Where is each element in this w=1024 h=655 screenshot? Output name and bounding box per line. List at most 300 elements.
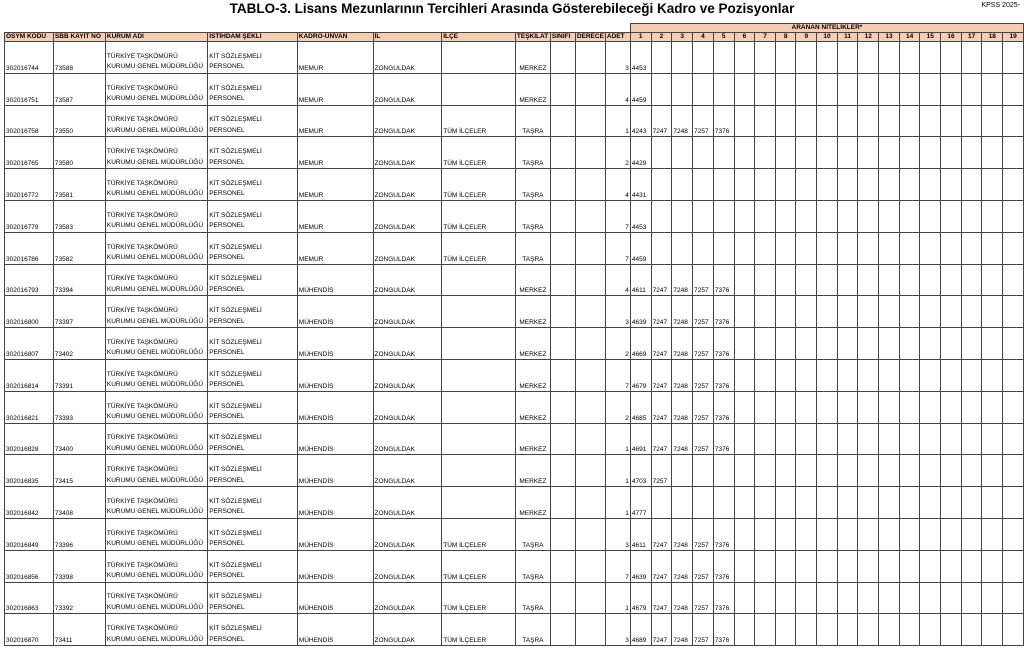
qualification-column-header: 13 (879, 33, 900, 42)
qualification-cell (961, 328, 982, 360)
sbb-no-cell: 73391 (53, 359, 105, 391)
sbb-no-cell: 73588 (53, 42, 105, 74)
qualification-column-header: 2 (651, 33, 672, 42)
qualification-cell (817, 200, 838, 232)
qualification-cell (817, 455, 838, 487)
qualification-column-header: 19 (1003, 33, 1024, 42)
sbb-no-cell: 73415 (53, 455, 105, 487)
organization-cell: MERKEZ (515, 264, 550, 296)
qualification-cell (982, 296, 1003, 328)
qualification-cell (775, 169, 796, 201)
qualification-cell: 7248 (672, 328, 693, 360)
qualification-cell: 4679 (630, 359, 651, 391)
quantity-cell: 4 (605, 73, 630, 105)
qualification-cell (755, 296, 776, 328)
qualification-cell: 4611 (630, 264, 651, 296)
qualification-cell (920, 42, 941, 74)
province-cell: ZONGULDAK (373, 518, 442, 550)
table-row (5, 296, 1024, 328)
quantity-cell: 1 (605, 582, 630, 614)
qualification-cell (920, 137, 941, 169)
qualification-cell (837, 328, 858, 360)
district-cell: TÜM İLÇELER (442, 582, 516, 614)
qualification-cell: 7247 (651, 582, 672, 614)
qualification-column-header: 18 (982, 33, 1003, 42)
qualification-cell (899, 200, 920, 232)
table-row (5, 200, 1024, 232)
institution-cell: TÜRKİYE TAŞKÖMÜRÜ KURUMU GENEL MÜDÜRLÜĞÜ (105, 391, 207, 423)
qualification-cell (796, 169, 817, 201)
organization-cell: MERKEZ (515, 73, 550, 105)
qualification-column-header: 16 (941, 33, 962, 42)
qualification-cell (858, 73, 879, 105)
qualification-cell (920, 296, 941, 328)
column-header: ÖSYM KODU (5, 33, 54, 42)
class-cell (550, 582, 575, 614)
qualification-cell: 7257 (693, 614, 714, 646)
province-cell: ZONGULDAK (373, 73, 442, 105)
qualification-column-header: 9 (796, 33, 817, 42)
qualification-cell: 7257 (693, 582, 714, 614)
sbb-no-cell: 73581 (53, 169, 105, 201)
osym-code-cell: 302016870 (5, 614, 54, 646)
qualification-cell (734, 423, 755, 455)
qualification-cell (837, 391, 858, 423)
qualification-cell (941, 73, 962, 105)
district-cell: TÜM İLÇELER (442, 200, 516, 232)
qualification-cell (941, 232, 962, 264)
qualification-cell (858, 42, 879, 74)
province-cell: ZONGULDAK (373, 200, 442, 232)
qualification-cell (982, 582, 1003, 614)
grade-cell (575, 169, 605, 201)
class-cell (550, 232, 575, 264)
qualification-cell (858, 296, 879, 328)
sbb-no-cell: 73396 (53, 518, 105, 550)
province-cell: ZONGULDAK (373, 582, 442, 614)
sbb-no-cell: 73408 (53, 487, 105, 519)
qualification-cell (961, 391, 982, 423)
province-cell: ZONGULDAK (373, 359, 442, 391)
qualification-cell (734, 550, 755, 582)
qualification-column-header: 8 (775, 33, 796, 42)
employment-type-cell: KİT SÖZLEŞMELİ PERSONEL (208, 550, 298, 582)
qualification-cell (651, 73, 672, 105)
qualification-cell (651, 487, 672, 519)
province-cell: ZONGULDAK (373, 232, 442, 264)
quantity-cell: 1 (605, 455, 630, 487)
qualification-cell: 7376 (713, 264, 734, 296)
qualification-cell (858, 487, 879, 519)
qualification-cell (817, 550, 838, 582)
institution-cell: TÜRKİYE TAŞKÖMÜRÜ KURUMU GENEL MÜDÜRLÜĞÜ (105, 614, 207, 646)
qualification-cell: 7257 (693, 391, 714, 423)
qualification-cell: 4431 (630, 169, 651, 201)
district-cell (442, 264, 516, 296)
table-row (5, 614, 1024, 646)
quantity-cell: 7 (605, 232, 630, 264)
qualification-cell (858, 391, 879, 423)
osym-code-cell: 302016793 (5, 264, 54, 296)
table-row (5, 359, 1024, 391)
qualification-cell (920, 264, 941, 296)
qualification-cell (796, 455, 817, 487)
qualification-cell: 7248 (672, 359, 693, 391)
organization-cell: TAŞRA (515, 550, 550, 582)
qualification-cell (817, 232, 838, 264)
qualification-cell (858, 550, 879, 582)
qualification-cell (899, 455, 920, 487)
position-title-cell: MÜHENDİS (297, 328, 373, 360)
qualification-cell (775, 359, 796, 391)
qualification-cell (817, 487, 838, 519)
employment-type-cell: KİT SÖZLEŞMELİ PERSONEL (208, 296, 298, 328)
class-cell (550, 550, 575, 582)
district-cell (442, 359, 516, 391)
qualification-cell: 4639 (630, 296, 651, 328)
qualification-cell (920, 73, 941, 105)
qualification-cell: 7247 (651, 423, 672, 455)
qualification-cell (920, 455, 941, 487)
class-cell (550, 423, 575, 455)
qualification-cell (817, 423, 838, 455)
qualification-column-header: 17 (961, 33, 982, 42)
qualification-cell (775, 550, 796, 582)
qualification-cell (982, 359, 1003, 391)
sbb-no-cell: 73394 (53, 264, 105, 296)
qualification-cell (858, 328, 879, 360)
qualification-cell (899, 518, 920, 550)
qualification-cell (713, 73, 734, 105)
qualification-cell (920, 614, 941, 646)
institution-cell: TÜRKİYE TAŞKÖMÜRÜ KURUMU GENEL MÜDÜRLÜĞÜ (105, 137, 207, 169)
qualification-cell (775, 328, 796, 360)
grade-cell (575, 137, 605, 169)
class-cell (550, 42, 575, 74)
qualification-cell (713, 487, 734, 519)
qualification-cell (672, 137, 693, 169)
qualification-cell (1003, 550, 1024, 582)
table-row (5, 137, 1024, 169)
qualification-cell (1003, 614, 1024, 646)
qualification-cell (879, 423, 900, 455)
position-title-cell: MEMUR (297, 169, 373, 201)
quantity-cell: 1 (605, 487, 630, 519)
employment-type-cell: KİT SÖZLEŞMELİ PERSONEL (208, 137, 298, 169)
column-header: SINIFI (550, 33, 575, 42)
osym-code-cell: 302016821 (5, 391, 54, 423)
qualification-cell (775, 137, 796, 169)
qualification-cell: 4639 (630, 550, 651, 582)
qualification-cell (775, 42, 796, 74)
qualification-cell (755, 42, 776, 74)
grade-cell (575, 232, 605, 264)
qualification-cell (651, 232, 672, 264)
qualification-cell (755, 232, 776, 264)
qualification-cell (1003, 359, 1024, 391)
qualification-cell (837, 105, 858, 137)
qualification-cell (899, 614, 920, 646)
position-title-cell: MÜHENDİS (297, 296, 373, 328)
qualification-cell (817, 518, 838, 550)
qualification-cell (755, 328, 776, 360)
position-title-cell: MÜHENDİS (297, 614, 373, 646)
employment-type-cell: KİT SÖZLEŞMELİ PERSONEL (208, 73, 298, 105)
qualification-cell (817, 264, 838, 296)
qualification-cell (879, 614, 900, 646)
grade-cell (575, 518, 605, 550)
qualification-cell: 7376 (713, 391, 734, 423)
qualification-cell (713, 455, 734, 487)
qualification-cell (858, 518, 879, 550)
grade-cell (575, 42, 605, 74)
grade-cell (575, 264, 605, 296)
qualification-cell (837, 518, 858, 550)
qualification-cell (1003, 455, 1024, 487)
qualification-cell (982, 391, 1003, 423)
organization-cell: MERKEZ (515, 359, 550, 391)
qualification-cell (734, 264, 755, 296)
quantity-cell: 4 (605, 264, 630, 296)
qualification-cell (796, 105, 817, 137)
table-row (5, 105, 1024, 137)
qualification-cell (941, 137, 962, 169)
qualification-cell (899, 169, 920, 201)
qualification-cell (713, 137, 734, 169)
qualification-cell: 7376 (713, 105, 734, 137)
qualification-cell (817, 137, 838, 169)
qualification-cell (837, 487, 858, 519)
qualification-cell (982, 328, 1003, 360)
qualification-cell: 7247 (651, 296, 672, 328)
district-cell (442, 423, 516, 455)
table-row (5, 328, 1024, 360)
osym-code-cell: 302016814 (5, 359, 54, 391)
position-title-cell: MÜHENDİS (297, 264, 373, 296)
organization-cell: TAŞRA (515, 582, 550, 614)
position-title-cell: MEMUR (297, 200, 373, 232)
qualification-cell (651, 137, 672, 169)
qualification-cell (837, 264, 858, 296)
grade-cell (575, 614, 605, 646)
position-title-cell: MÜHENDİS (297, 359, 373, 391)
qualification-cell (941, 105, 962, 137)
institution-cell: TÜRKİYE TAŞKÖMÜRÜ KURUMU GENEL MÜDÜRLÜĞÜ (105, 296, 207, 328)
qualification-column-header: 11 (837, 33, 858, 42)
osym-code-cell: 302016863 (5, 582, 54, 614)
qualification-cell (961, 73, 982, 105)
qualification-cell (858, 423, 879, 455)
qualification-cell: 4703 (630, 455, 651, 487)
qualification-cell: 7376 (713, 423, 734, 455)
qualification-cell (775, 200, 796, 232)
qualification-cell (755, 264, 776, 296)
qualification-cell: 7257 (693, 296, 714, 328)
qualification-cell (817, 296, 838, 328)
employment-type-cell: KİT SÖZLEŞMELİ PERSONEL (208, 264, 298, 296)
qualification-cell (796, 423, 817, 455)
qualification-cell: 7376 (713, 296, 734, 328)
qualification-cell (775, 232, 796, 264)
qualification-cell (693, 487, 714, 519)
qualification-cell (672, 455, 693, 487)
qualification-cell (941, 455, 962, 487)
qualification-cell (879, 73, 900, 105)
qualification-cell (755, 169, 776, 201)
qualification-cell (899, 328, 920, 360)
qualification-cell (796, 550, 817, 582)
quantity-cell: 1 (605, 423, 630, 455)
qualification-cell (837, 550, 858, 582)
qualification-cell (961, 487, 982, 519)
qualification-cell (899, 487, 920, 519)
qualification-cell (899, 105, 920, 137)
qualification-cell (961, 296, 982, 328)
class-cell (550, 200, 575, 232)
district-cell: TÜM İLÇELER (442, 105, 516, 137)
class-cell (550, 518, 575, 550)
qualification-cell (982, 614, 1003, 646)
district-cell: TÜM İLÇELER (442, 232, 516, 264)
qualification-cell: 7248 (672, 105, 693, 137)
employment-type-cell: KİT SÖZLEŞMELİ PERSONEL (208, 169, 298, 201)
qualification-cell (858, 200, 879, 232)
qualification-cell (796, 487, 817, 519)
qualification-cell (879, 296, 900, 328)
page-title: TABLO-3. Lisans Mezunlarının Tercihleri Arasında Gösterebileceği Kadro ve Pozisyonlar (229, 1, 795, 16)
qualification-cell: 7376 (713, 614, 734, 646)
qualification-cell: 7257 (693, 328, 714, 360)
osym-code-cell: 302016800 (5, 296, 54, 328)
qualification-cell: 7248 (672, 264, 693, 296)
sbb-no-cell: 73392 (53, 582, 105, 614)
sbb-no-cell: 73398 (53, 550, 105, 582)
qualification-cell (941, 582, 962, 614)
quantity-cell: 3 (605, 518, 630, 550)
qualification-cell (817, 328, 838, 360)
qualification-cell: 7247 (651, 359, 672, 391)
qualification-cell (858, 582, 879, 614)
qualification-cell: 7257 (693, 359, 714, 391)
qualification-cell: 7248 (672, 614, 693, 646)
table-row (5, 455, 1024, 487)
position-title-cell: MÜHENDİS (297, 391, 373, 423)
qualification-cell (713, 232, 734, 264)
qualification-cell (755, 455, 776, 487)
qualification-cell (920, 550, 941, 582)
organization-cell: TAŞRA (515, 105, 550, 137)
qualification-cell (837, 614, 858, 646)
qualification-cell (941, 359, 962, 391)
qualification-cell (858, 614, 879, 646)
district-cell (442, 42, 516, 74)
qualification-cell (775, 423, 796, 455)
qualification-cell: 7376 (713, 359, 734, 391)
column-header: DERECE (576, 33, 604, 40)
district-cell (442, 391, 516, 423)
table-row (5, 487, 1024, 519)
qualification-cell (796, 42, 817, 74)
qualification-cell (1003, 391, 1024, 423)
qualification-cell (920, 105, 941, 137)
qualification-cell (837, 42, 858, 74)
qualification-cell (837, 455, 858, 487)
qualification-cell (879, 550, 900, 582)
quantity-cell: 3 (605, 296, 630, 328)
qualification-cell (982, 423, 1003, 455)
qualification-cell (755, 423, 776, 455)
class-cell (550, 455, 575, 487)
qualification-cell (796, 391, 817, 423)
osym-code-cell: 302016835 (5, 455, 54, 487)
class-cell (550, 105, 575, 137)
qualification-cell (941, 328, 962, 360)
qualification-cell (734, 614, 755, 646)
organization-cell: TAŞRA (515, 169, 550, 201)
qualification-cell (796, 264, 817, 296)
organization-cell: MERKEZ (515, 455, 550, 487)
quantity-cell: 3 (605, 42, 630, 74)
corner-label: KPSS 2025- (981, 2, 1020, 9)
province-cell: ZONGULDAK (373, 614, 442, 646)
qualification-cell (693, 42, 714, 74)
qualification-cell (734, 328, 755, 360)
qualification-cell (899, 391, 920, 423)
osym-code-cell: 302016828 (5, 423, 54, 455)
column-header: İSTİHDAM ŞEKLİ (208, 33, 298, 42)
qualification-cell (920, 232, 941, 264)
quantity-cell: 4 (605, 169, 630, 201)
column-header: ADET (605, 33, 630, 42)
qualification-cell (734, 42, 755, 74)
sbb-no-cell: 73580 (53, 137, 105, 169)
qualification-cell (775, 487, 796, 519)
qualification-cell (817, 73, 838, 105)
institution-cell: TÜRKİYE TAŞKÖMÜRÜ KURUMU GENEL MÜDÜRLÜĞÜ (105, 455, 207, 487)
qualification-cell (817, 614, 838, 646)
qualification-cell (651, 42, 672, 74)
position-title-cell: MEMUR (297, 42, 373, 74)
qualification-cell (693, 200, 714, 232)
organization-cell: MERKEZ (515, 328, 550, 360)
qualification-cell (879, 264, 900, 296)
qualification-cell (755, 582, 776, 614)
qualification-cell (837, 423, 858, 455)
qualification-cell (755, 614, 776, 646)
qualification-cell (734, 518, 755, 550)
osym-code-cell: 302016842 (5, 487, 54, 519)
qualification-cell (693, 169, 714, 201)
qualification-cell (961, 359, 982, 391)
qualification-cell (879, 42, 900, 74)
qualification-cell (672, 169, 693, 201)
qualification-cell (1003, 137, 1024, 169)
qualification-cell: 7248 (672, 582, 693, 614)
qualification-cell: 7247 (651, 550, 672, 582)
osym-code-cell: 302016779 (5, 200, 54, 232)
institution-cell: TÜRKİYE TAŞKÖMÜRÜ KURUMU GENEL MÜDÜRLÜĞÜ (105, 232, 207, 264)
qualification-cell (693, 137, 714, 169)
qualification-cell (982, 232, 1003, 264)
institution-cell: TÜRKİYE TAŞKÖMÜRÜ KURUMU GENEL MÜDÜRLÜĞÜ (105, 169, 207, 201)
qualification-cell: 4777 (630, 487, 651, 519)
qualification-cell (775, 391, 796, 423)
qualification-cell (961, 423, 982, 455)
qualification-cell (755, 137, 776, 169)
position-title-cell: MEMUR (297, 232, 373, 264)
qualification-cell (941, 487, 962, 519)
qualification-cell (672, 73, 693, 105)
